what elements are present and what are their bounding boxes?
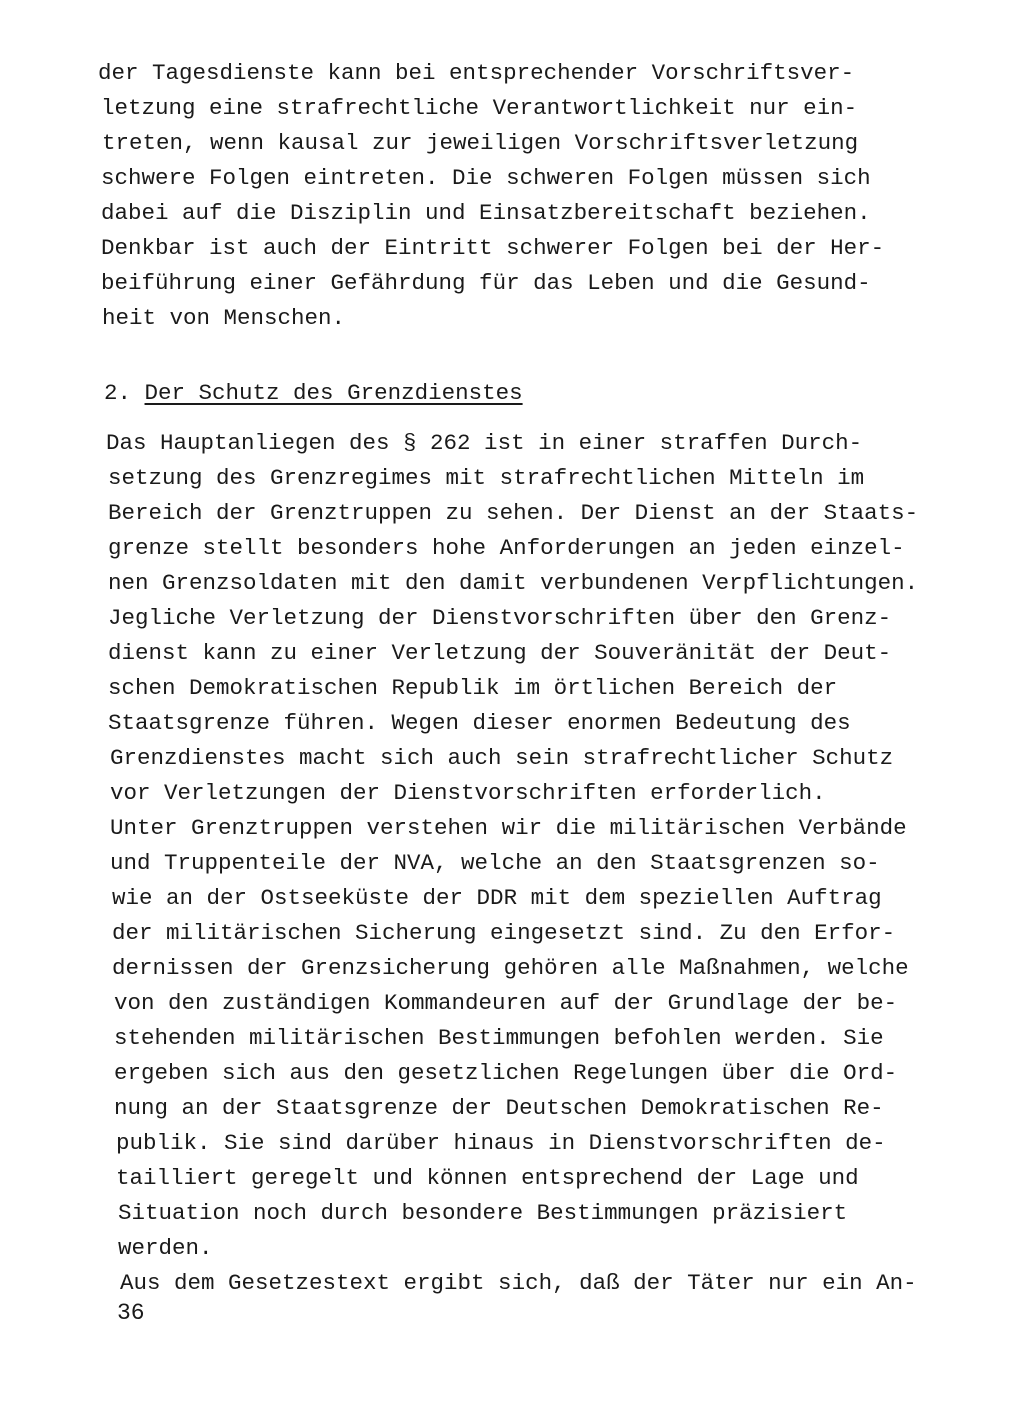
text-line: dienst kann zu einer Verletzung der Souveränität der Deut- xyxy=(108,640,892,666)
text-line: grenze stellt besonders hohe Anforderungen an jeden einzel- xyxy=(108,535,905,561)
text-line: heit von Menschen. xyxy=(102,305,346,331)
text-line: dabei auf die Disziplin und Einsatzbereitschaft beziehen. xyxy=(101,200,871,226)
text-line: wie an der Ostseeküste der DDR mit dem speziellen Auftrag xyxy=(112,885,882,911)
text-line: Das Hauptanliegen des § 262 ist in einer straffen Durch- xyxy=(106,430,863,456)
text-line: stehenden militärischen Bestimmungen befohlen werden. Sie xyxy=(114,1025,884,1051)
text-line: vor Verletzungen der Dienstvorschriften erforderlich. xyxy=(110,780,826,806)
text-line: schwere Folgen eintreten. Die schweren Folgen müssen sich xyxy=(101,165,871,191)
text-line: und Truppenteile der NVA, welche an den Staatsgrenzen so- xyxy=(110,850,880,876)
text-line: Staatsgrenze führen. Wegen dieser enormen Bedeutung des xyxy=(108,710,851,736)
text-line: publik. Sie sind darüber hinaus in Dienstvorschriften de- xyxy=(116,1130,886,1156)
page-number: 36 xyxy=(117,1300,145,1326)
text-line: nung an der Staatsgrenze der Deutschen Demokratischen Re- xyxy=(114,1095,884,1121)
text-line: Situation noch durch besondere Bestimmungen präzisiert xyxy=(118,1200,848,1226)
text-line: tailliert geregelt und können entsprechend der Lage und xyxy=(116,1165,859,1191)
section-title: Der Schutz des Grenzdienstes xyxy=(144,380,523,406)
text-line: der militärischen Sicherung eingesetzt sind. Zu den Erfor- xyxy=(112,920,896,946)
text-line: letzung eine strafrechtliche Verantwortlichkeit nur ein- xyxy=(101,95,858,121)
text-line: Aus dem Gesetzestext ergibt sich, daß der Täter nur ein An- xyxy=(120,1270,917,1296)
text-line: ergeben sich aus den gesetzlichen Regelungen über die Ord- xyxy=(114,1060,898,1086)
text-line: der Tagesdienste kann bei entsprechender Vorschriftsver- xyxy=(98,60,855,86)
text-line: von den zuständigen Kommandeuren auf der Grundlage der be- xyxy=(114,990,898,1016)
section-heading xyxy=(104,378,523,408)
text-line: dernissen der Grenzsicherung gehören alle Maßnahmen, welche xyxy=(112,955,909,981)
text-line: Jegliche Verletzung der Dienstvorschriften über den Grenz- xyxy=(108,605,892,631)
text-line: setzung des Grenzregimes mit strafrechtlichen Mitteln im xyxy=(108,465,865,491)
text-line: schen Demokratischen Republik im örtlichen Bereich der xyxy=(108,675,838,701)
text-line: beiführung einer Gefährdung für das Leben und die Gesund- xyxy=(101,270,871,296)
text-line: werden. xyxy=(118,1235,213,1261)
section-number: 2. xyxy=(104,380,132,406)
text-line: Grenzdienstes macht sich auch sein strafrechtlicher Schutz xyxy=(110,745,894,771)
text-line: Unter Grenztruppen verstehen wir die militärischen Verbände xyxy=(110,815,907,841)
text-line: treten, wenn kausal zur jeweiligen Vorschriftsverletzung xyxy=(102,130,859,156)
text-line: Denkbar ist auch der Eintritt schwerer Folgen bei der Her- xyxy=(101,235,885,261)
text-line: Bereich der Grenztruppen zu sehen. Der Dienst an der Staats- xyxy=(108,500,919,526)
text-line: nen Grenzsoldaten mit den damit verbundenen Verpflichtungen. xyxy=(108,570,919,596)
